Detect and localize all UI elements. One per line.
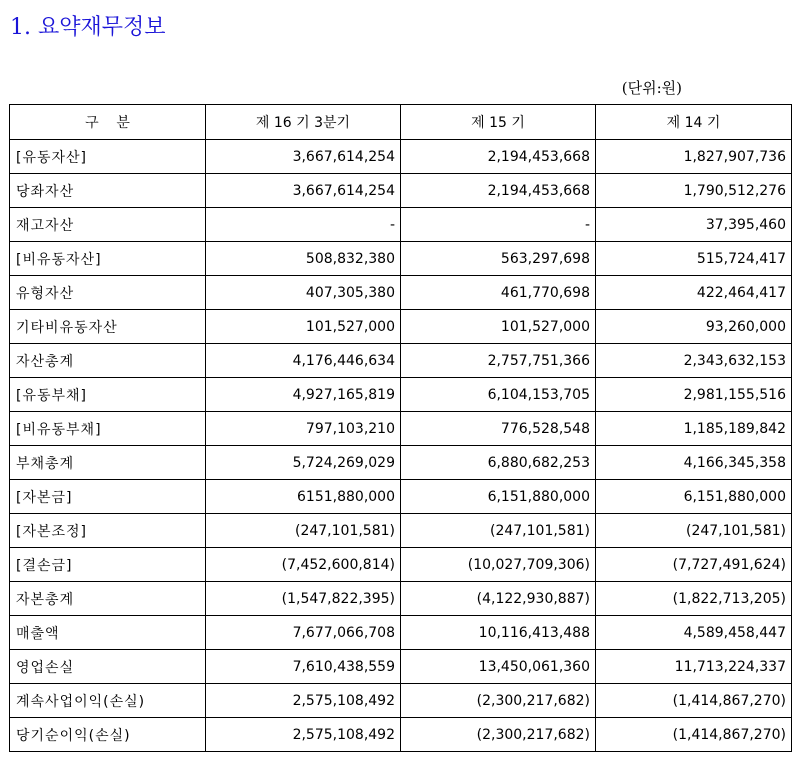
table-row	[10, 378, 792, 412]
amount-cell: 797,103,210	[206, 412, 401, 446]
row-label: [결손금]	[10, 548, 206, 582]
table-row	[10, 174, 792, 208]
amount-cell: (1,414,867,270)	[596, 718, 792, 752]
row-label: [자본조정]	[10, 514, 206, 548]
table-row	[10, 412, 792, 446]
header-period-16q3: 제 16 기 3분기	[206, 105, 401, 140]
amount-cell: (247,101,581)	[596, 514, 792, 548]
table-row	[10, 208, 792, 242]
amount-cell: 37,395,460	[596, 208, 792, 242]
table-row	[10, 514, 792, 548]
unit-note: (단위:원)	[621, 79, 682, 97]
table-row	[10, 310, 792, 344]
amount-cell: 1,827,907,736	[596, 140, 792, 174]
section-title: 1. 요약재무정보	[10, 15, 166, 40]
amount-cell: 7,610,438,559	[206, 650, 401, 684]
row-label: 유형자산	[10, 276, 206, 310]
amount-cell: 6,880,682,253	[401, 446, 596, 480]
amount-cell: (2,300,217,682)	[401, 718, 596, 752]
row-label: 계속사업이익(손실)	[10, 684, 206, 718]
amount-cell: 6,151,880,000	[401, 480, 596, 514]
amount-cell: (7,727,491,624)	[596, 548, 792, 582]
header-period-14: 제 14 기	[596, 105, 792, 140]
amount-cell: 1,790,512,276	[596, 174, 792, 208]
amount-cell: 508,832,380	[206, 242, 401, 276]
amount-cell: 461,770,698	[401, 276, 596, 310]
row-label: 매출액	[10, 616, 206, 650]
amount-cell: 11,713,224,337	[596, 650, 792, 684]
row-label: [유동부채]	[10, 378, 206, 412]
amount-cell: -	[401, 208, 596, 242]
table-body	[10, 140, 792, 752]
amount-cell: 2,981,155,516	[596, 378, 792, 412]
amount-cell: 93,260,000	[596, 310, 792, 344]
header-category: 구 분	[10, 105, 206, 140]
table-row	[10, 242, 792, 276]
table-row	[10, 548, 792, 582]
row-label: [비유동자산]	[10, 242, 206, 276]
row-label: [자본금]	[10, 480, 206, 514]
table-row	[10, 616, 792, 650]
amount-cell: 101,527,000	[401, 310, 596, 344]
table-row	[10, 140, 792, 174]
amount-cell: 4,166,345,358	[596, 446, 792, 480]
table-row	[10, 684, 792, 718]
amount-cell: 6151,880,000	[206, 480, 401, 514]
amount-cell: 422,464,417	[596, 276, 792, 310]
table-row	[10, 480, 792, 514]
amount-cell: 2,343,632,153	[596, 344, 792, 378]
header-period-15: 제 15 기	[401, 105, 596, 140]
row-label: [비유동부채]	[10, 412, 206, 446]
amount-cell: 2,194,453,668	[401, 174, 596, 208]
row-label: 영업손실	[10, 650, 206, 684]
table-row	[10, 446, 792, 480]
amount-cell: (4,122,930,887)	[401, 582, 596, 616]
row-label: [유동자산]	[10, 140, 206, 174]
amount-cell: (247,101,581)	[401, 514, 596, 548]
table-header-row	[10, 105, 792, 140]
amount-cell: 10,116,413,488	[401, 616, 596, 650]
amount-cell: 5,724,269,029	[206, 446, 401, 480]
table-row	[10, 650, 792, 684]
amount-cell: 6,151,880,000	[596, 480, 792, 514]
row-label: 자본총계	[10, 582, 206, 616]
amount-cell: (1,547,822,395)	[206, 582, 401, 616]
table-row	[10, 344, 792, 378]
amount-cell: 4,927,165,819	[206, 378, 401, 412]
table-row	[10, 582, 792, 616]
amount-cell: -	[206, 208, 401, 242]
amount-cell: 13,450,061,360	[401, 650, 596, 684]
amount-cell: 4,176,446,634	[206, 344, 401, 378]
amount-cell: 7,677,066,708	[206, 616, 401, 650]
amount-cell: 776,528,548	[401, 412, 596, 446]
amount-cell: 101,527,000	[206, 310, 401, 344]
amount-cell: 2,194,453,668	[401, 140, 596, 174]
amount-cell: 1,185,189,842	[596, 412, 792, 446]
amount-cell: 2,757,751,366	[401, 344, 596, 378]
amount-cell: 2,575,108,492	[206, 718, 401, 752]
row-label: 재고자산	[10, 208, 206, 242]
amount-cell: (247,101,581)	[206, 514, 401, 548]
amount-cell: 2,575,108,492	[206, 684, 401, 718]
amount-cell: (2,300,217,682)	[401, 684, 596, 718]
amount-cell: (1,414,867,270)	[596, 684, 792, 718]
row-label: 기타비유동자산	[10, 310, 206, 344]
amount-cell: (7,452,600,814)	[206, 548, 401, 582]
amount-cell: 4,589,458,447	[596, 616, 792, 650]
table-row	[10, 718, 792, 752]
amount-cell: (10,027,709,306)	[401, 548, 596, 582]
amount-cell: (1,822,713,205)	[596, 582, 792, 616]
row-label: 자산총계	[10, 344, 206, 378]
row-label: 당기순이익(손실)	[10, 718, 206, 752]
row-label: 당좌자산	[10, 174, 206, 208]
amount-cell: 407,305,380	[206, 276, 401, 310]
table-row	[10, 276, 792, 310]
amount-cell: 6,104,153,705	[401, 378, 596, 412]
amount-cell: 563,297,698	[401, 242, 596, 276]
amount-cell: 515,724,417	[596, 242, 792, 276]
financial-summary-table	[9, 104, 792, 752]
amount-cell: 3,667,614,254	[206, 174, 401, 208]
row-label: 부채총계	[10, 446, 206, 480]
amount-cell: 3,667,614,254	[206, 140, 401, 174]
